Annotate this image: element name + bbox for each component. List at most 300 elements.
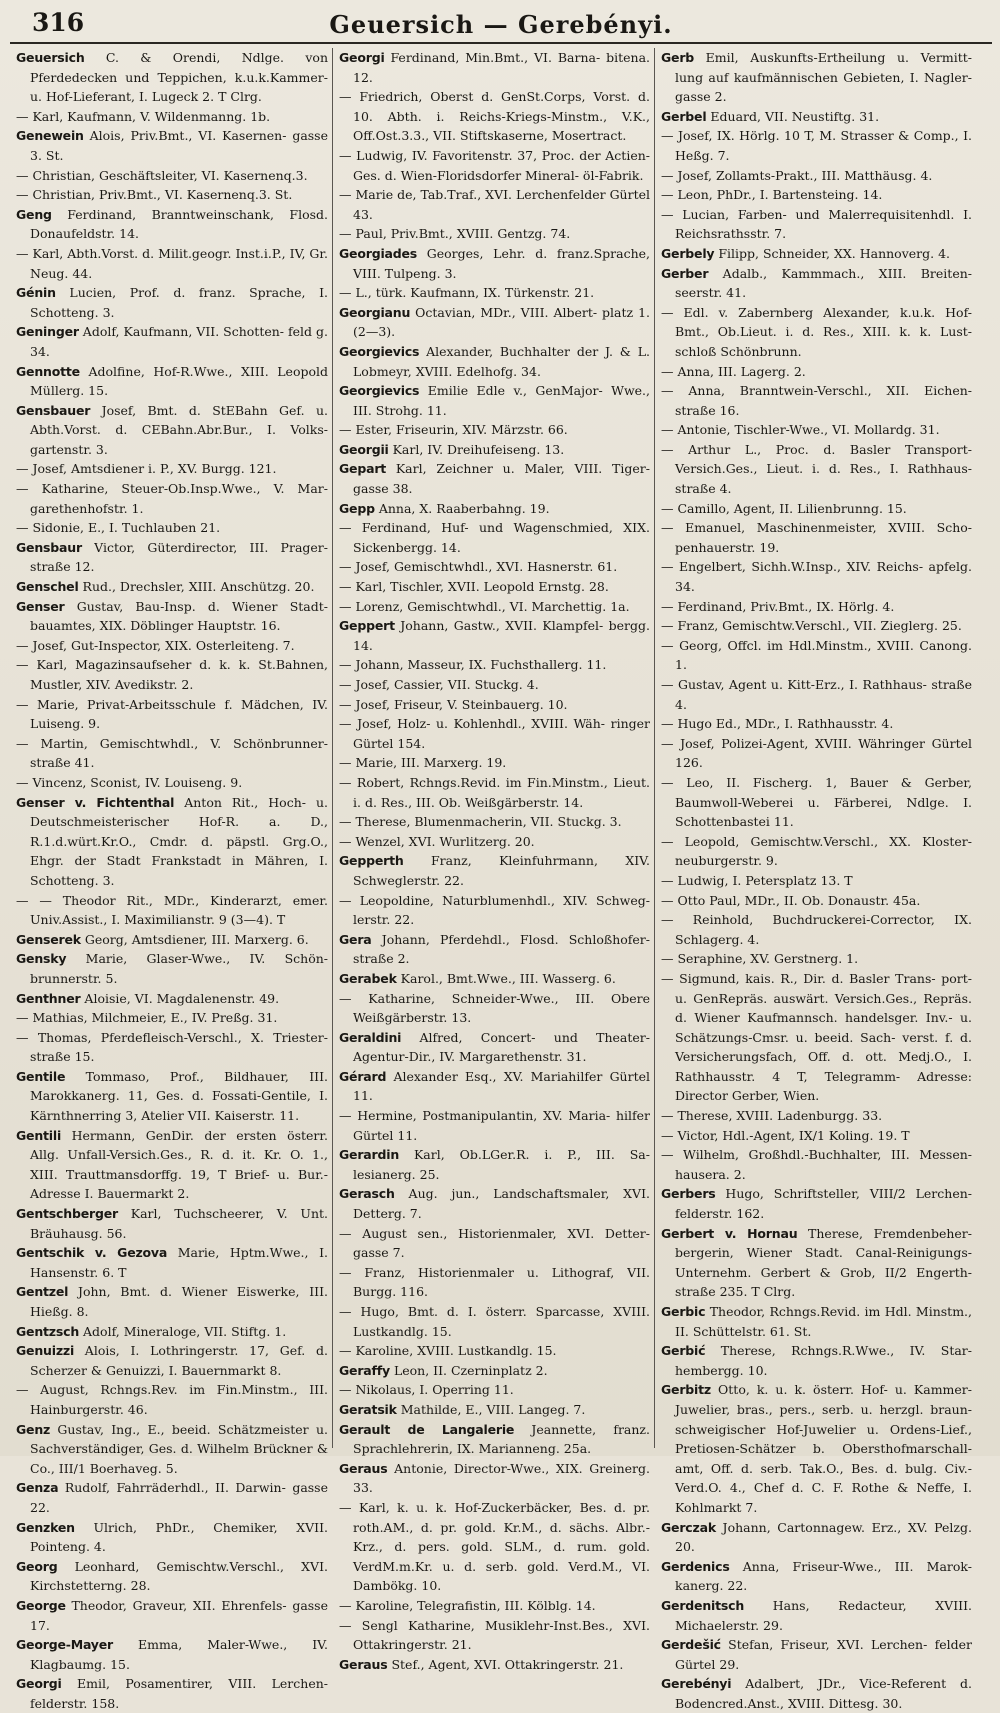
directory-entry [16,518,328,538]
entry-text: — Lorenz, Gemischtwhdl., VI. Marchettig. 1a. [339,598,630,614]
directory-entry [16,1341,328,1380]
entry-text: Ferdinand, Min.Bmt., VI. Barna- bitena. 12. [353,50,650,85]
entry-text: — Wilhelm, Großhdl.-Buchhalter, III. Messen- hausera. 2. [661,1147,972,1182]
directory-entry [661,557,972,596]
entry-surname: Gentzel [16,1284,69,1300]
entry-text: — Karl, Magazinsaufseher d. k. k. St.Bahnen, Mustler, XIV. Avedikstr. 2. [16,657,328,692]
entry-text: — Marie, III. Marxerg. 19. [339,755,507,771]
directory-entry [661,714,972,734]
directory-entry [661,244,972,264]
entry-surname: Gepart [339,461,387,477]
directory-entry [339,1341,650,1361]
directory-entry [16,734,328,773]
entry-surname: Gerardin [339,1147,400,1163]
directory-entry [339,499,650,519]
entry-text: Aloisie, VI. Magdalenenstr. 49. [80,990,280,1006]
directory-entry [339,832,650,852]
entry-surname: Georg [16,1558,58,1574]
entry-text: — Josef, Holz- u. Kohlenhdl., XVIII. Wäh- ringer Gürtel 154. [339,716,650,751]
entry-text: Aug. jun., Landschaftsmaler, XVI. Detterg. 7. [353,1186,650,1222]
entry-text: — August, Rchngs.Rev. im Fin.Minstm., III. Hainburgerstr. 46. [16,1382,328,1417]
directory-entry [661,518,972,557]
directory-entry [661,166,972,186]
directory-entry [661,1341,972,1380]
entry-text: Anna, Friseur-Wwe., III. Marok- kanerg. 22. [675,1558,972,1594]
directory-entry [16,1635,328,1674]
entry-text: — Sengl Katharine, Musiklehr-Inst.Bes., XVI. Ottakringerstr. 21. [339,1617,650,1653]
entry-text: — Marie, Privat-Arbeitsschule f. Mädchen, IV. Luiseng. 9. [16,696,328,732]
entry-surname: Geraus [339,1656,388,1672]
entry-text: — Josef, IX. Hörlg. 10 T, M. Strasser & Comp., I. Heßg. 7. [661,128,972,163]
entry-surname: Gennotte [16,363,80,379]
directory-entry [661,1126,972,1146]
directory-entry [661,185,972,205]
entry-text: — Karl, Tischler, XVII. Leopold Ernstg. 28. [339,579,609,595]
entry-text: — Seraphine, XV. Gerstnerg. 1. [661,951,859,967]
directory-entry [16,1596,328,1635]
directory-entry [339,714,650,753]
directory-entry [16,479,328,518]
directory-entry [16,166,328,186]
entry-text: — Arthur L., Proc. d. Basler Transport- Versich.Ges., Lieut. i. d. Res., I. Rathhaus- straße 4. [661,441,972,497]
directory-entry [339,518,650,557]
entry-text: — Anna, Branntwein-Verschl., XII. Eichen- straße 16. [661,383,972,418]
directory-entry [339,283,650,303]
directory-entry [339,381,650,420]
entry-text: Adolf, Mineraloge, VII. Stiftg. 1. [79,1323,287,1339]
directory-entry [16,48,328,107]
entry-text: — Engelbert, Sichh.W.Insp., XIV. Reichs- apfelg. 34. [661,559,972,595]
directory-entry [16,949,328,988]
entry-text: Theodor, Rchngs.Revid. im Hdl. Minstm., II. Schüttelstr. 61. St. [675,1304,972,1339]
entry-text: — L., türk. Kaufmann, IX. Türkenstr. 21. [339,285,595,301]
entry-surname: Georgianu [339,304,411,320]
entry-text: — Ester, Friseurin, XIV. Märzstr. 66. [339,422,568,438]
directory-entry [339,577,650,597]
directory-entry [661,48,972,107]
directory-entry [16,1067,328,1126]
directory-entry [661,597,972,617]
directory-entry [339,773,650,812]
entry-surname: Gerbić [661,1343,706,1359]
running-head: Geuersich — Gerebényi. [329,10,673,39]
entry-text: — Edl. v. Zabernberg Alexander, k.u.k. Hof- Bmt., Ob.Lieut. i. d. Res., XIII. k. k. Lust- schloß Schönbrunn. [661,304,972,359]
entry-text: Hugo, Schriftsteller, VIII/2 Lerchen- felderstr. 162. [675,1186,972,1222]
entry-text: — Ludwig, IV. Favoritenstr. 37, Proc. der Actien-Ges. d. Wien-Floridsdorfer Mineral- öl-Fabrik. [339,147,650,183]
directory-entry [339,675,650,695]
entry-text: Alois, Priv.Bmt., VI. Kasernen- gasse 3. St. [30,128,328,163]
directory-entry [661,420,972,440]
entry-text: Johann, Gastw., XVII. Klampfel- bergg. 14. [353,618,650,653]
entry-surname: Gérard [339,1068,387,1084]
directory-entry [661,616,972,636]
entry-surname: Georgii [339,441,389,457]
entry-surname: Geraffy [339,1362,390,1378]
entry-text: Gustav, Ing., E., beeid. Schätzmeister u. Sachverständiger, Ges. d. Wilhelm Brückner & Co., III/1 Boerhaveg. 5. [30,1421,328,1476]
entry-text: Georges, Lehr. d. franz.Sprache, VIII. Tulpeng. 3. [353,245,650,281]
entry-text: John, Bmt. d. Wiener Eiswerke, III. Hießg. 8. [30,1284,328,1319]
entry-text: — Therese, XVIII. Ladenburgg. 33. [661,1108,883,1124]
entry-text: C. & Orendi, Ndlge. von Pferdedecken und Teppichen, k.u.k.Kammer- u. Hof-Lieferant, I. Lugeck 2. T Clrg. [30,50,328,105]
entry-text: — Ferdinand, Huf- und Wagenschmied, XIX. Sickenbergg. 14. [339,520,650,555]
directory-entry [339,87,650,146]
directory-entry [661,303,972,362]
column-left [10,48,332,1711]
directory-entry [339,1420,650,1459]
entry-text: — Ludwig, I. Petersplatz 13. T [661,872,853,888]
entry-surname: Geninger [16,324,79,340]
directory-entry [339,146,650,185]
entry-text: Ulrich, PhDr., Chemiker, XVII. Pointeng. 4. [30,1519,328,1555]
entry-surname: Gerbitz [661,1382,711,1398]
entry-text: — Josef, Cassier, VII. Stuckg. 4. [339,677,539,692]
page-header [10,8,992,44]
directory-entry [661,205,972,244]
entry-text: — Johann, Masseur, IX. Fuchsthallerg. 11. [339,657,607,673]
entry-text: Marie, Glaser-Wwe., IV. Schön- brunnerstr. 5. [30,951,328,986]
directory-entry [16,1243,328,1282]
entry-text: Filipp, Schneider, XX. Hannoverg. 4. [714,245,951,261]
directory-entry [16,597,328,636]
entry-text: — Josef, Friseur, V. Steinbauerg. 10. [339,696,568,712]
entry-text: Emilie Edle v., GenMajor- Wwe., III. Strohg. 11. [353,383,650,418]
directory-entry [661,871,972,891]
directory-entry [339,891,650,930]
entry-text: Tommaso, Prof., Bildhauer, III. Marokkanerg. 11, Ges. d. Fossati-Gentile, I. Kärnthnerring 3, Atelier VII. Kaiserstr. 11. [30,1068,328,1124]
entry-text: — Franz, Historienmaler u. Lithograf, VII. Burgg. 116. [339,1264,650,1300]
entry-text: Hermann, GenDir. der ersten österr. Allg. Unfall-Versich.Ges., R. d. it. Kr. O. 1., XIII. Trauttmansdorffg. 19, T Brief- u. Bur.-Adresse I. Bauermarkt 2. [30,1127,328,1202]
directory-entry [16,1126,328,1204]
entry-text: — Gustav, Agent u. Kitt-Erz., I. Rathhaus- straße 4. [661,677,972,712]
entry-text: — Antonie, Tischler-Wwe., VI. Mollardg. 31. [661,422,940,438]
entry-surname: Georgi [16,1676,62,1692]
entry-surname: Gerbert v. Hornau [661,1225,798,1241]
directory-entry [661,381,972,420]
entry-surname: Gensbaur [16,539,82,555]
directory-entry [16,930,328,950]
entry-text: — Christian, Geschäftsleiter, VI. Kasernenq.3. [16,167,308,183]
directory-entry [339,440,650,460]
directory-entry [16,577,328,597]
entry-text: Leon, II. Czerninplatz 2. [389,1362,548,1378]
directory-entry [16,1380,328,1419]
column-right [654,48,976,1711]
entry-text: Karl, Tuchscheerer, V. Unt. Bräuhausg. 56. [30,1206,328,1241]
directory-entry [339,1184,650,1223]
entry-surname: Geraus [339,1460,388,1476]
directory-entry [339,1263,650,1302]
entry-text: Mathilde, E., VIII. Langeg. 7. [396,1401,586,1417]
entry-surname: Georgiades [339,245,418,261]
directory-entry [16,695,328,734]
entry-text: Adolf, Kaufmann, VII. Schotten- feld g. 34. [30,324,328,359]
entry-text: — Sigmund, kais. R., Dir. d. Basler Trans- port- u. GenRepräs. auswärt. Versich.Ges., Repräs. d. Wiener Kaufmannsch. handelsger. Inv.- u. Schätzungs-Cmsr. u. beeid. Sach- verst. f. d. Versicherungsfach, Off. d. ott. Medj.O., I. Rathhausstr. 4 T, Telegramm- Adresse: Director Gerber, Wien. [661,970,972,1104]
directory-entry [339,1145,650,1184]
entry-surname: Genser v. Fichtenthal [16,794,175,810]
entry-text: — — Theodor Rit., MDr., Kinderarzt, emer. Univ.Assist., I. Maximilianstr. 9 (3—4). T [16,892,328,928]
directory-entry [339,303,650,342]
entry-surname: Geratsik [339,1401,397,1417]
entry-text: Gustav, Bau-Insp. d. Wiener Stadt- bauamtes, XIX. Döblinger Hauptstr. 16. [30,598,328,634]
directory-entry [339,1459,650,1498]
entry-text: — Camillo, Agent, II. Lilienbrunng. 15. [661,500,907,516]
directory-entry [661,1145,972,1184]
page-number: 316 [32,8,85,37]
directory-entry [661,949,972,969]
entry-surname: Genewein [16,128,84,144]
entry-surname: Georgievics [339,383,420,399]
directory-entry [661,362,972,382]
directory-entry [339,969,650,989]
directory-entry [339,930,650,969]
directory-entry [339,48,650,87]
directory-entry [16,655,328,694]
directory-entry [339,1361,650,1381]
directory-entry [16,1028,328,1067]
entry-text: — Leopold, Gemischtw.Verschl., XX. Kloster- neuburgerstr. 9. [661,833,972,869]
directory-entry [339,1302,650,1341]
directory-entry [661,1380,972,1517]
entry-surname: Gerbic [661,1304,706,1319]
entry-text: — Hermine, Postmanipulantin, XV. Maria- hilfer Gürtel 11. [339,1108,650,1143]
directory-entry [339,812,650,832]
directory-entry [661,1518,972,1557]
entry-surname: Gerdešić [661,1637,721,1653]
directory-entry [16,185,328,205]
entry-surname: Gerbers [661,1186,716,1202]
entry-surname: Gerczak [661,1519,716,1535]
directory-entry [339,224,650,244]
directory-entry [339,753,650,773]
entry-text: — Lucian, Farben- und Malerrequisitenhdl. I. Reichsrathsstr. 7. [661,206,972,242]
directory-entry [339,1224,650,1263]
entry-text: — Katharine, Schneider-Wwe., III. Obere Weißgärberstr. 13. [339,990,650,1026]
entry-surname: Gentzsch [16,1323,80,1339]
entry-text: Adalbert, JDr., Vice-Referent d. Bodencred.Anst., XVIII. Dittesg. 30. [675,1676,972,1711]
entry-text: Stefan, Friseur, XVI. Lerchen- felder Gürtel 29. [675,1637,972,1672]
entry-surname: Genserek [16,931,81,947]
entry-text: — Josef, Polizei-Agent, XVIII. Währinger Gürtel 126. [661,735,972,771]
entry-surname: Gepperth [339,853,404,869]
entry-surname: Genser [16,598,65,614]
entry-text: Emil, Posamentirer, VIII. Lerchen- felderstr. 158. [30,1676,328,1711]
entry-text: Therese, Rchngs.R.Wwe., IV. Star- hembergg. 10. [675,1343,972,1378]
entry-text: — Karl, Abth.Vorst. d. Milit.geogr. Inst.i.P., IV, Gr. Neug. 44. [16,245,328,281]
directory-entry [661,1557,972,1596]
entry-text: Josef, Bmt. d. StEBahn Gef. u. Abth.Vorst. d. CEBahn.Abr.Bur., I. Volks- gartenstr. 3. [30,402,328,457]
entry-surname: Gerabek [339,970,397,986]
entry-text: Karl, IV. Dreihufeiseng. 13. [388,441,565,457]
entry-text: — Martin, Gemischtwhdl., V. Schönbrunner- straße 41. [16,735,328,771]
entry-text: — Hugo Ed., MDr., I. Rathhausstr. 4. [661,716,894,732]
directory-entry [339,1498,650,1596]
directory-entry [661,1106,972,1126]
entry-surname: Gerdenics [661,1558,730,1574]
entry-text: — Reinhold, Buchdruckerei-Corrector, IX. Schlagerg. 4. [661,912,972,947]
entry-surname: Geng [16,206,52,222]
entry-text: — Wenzel, XVI. Wurlitzerg. 20. [339,833,535,849]
entry-text: Johann, Cartonnagew. Erz., XV. Pelzg. 20. [675,1519,972,1555]
entry-text: Stef., Agent, XVI. Ottakringerstr. 21. [387,1656,624,1672]
directory-entry [339,1028,650,1067]
entry-text: — Karoline, XVIII. Lustkandlg. 15. [339,1343,557,1359]
directory-entry [16,538,328,577]
entry-surname: Gerdenitsch [661,1597,745,1613]
entry-text: Alexander Esq., XV. Mariahilfer Gürtel 11. [353,1068,650,1104]
entry-text: Karl, Zeichner u. Maler, VIII. Tiger- gasse 38. [353,461,650,497]
directory-entry [339,1106,650,1145]
entry-text: Alexander, Buchhalter der J. & L. Lobmeyr, XVIII. Edelhofg. 34. [353,343,650,379]
directory-entry [16,773,328,793]
directory-entry [16,1282,328,1321]
directory-entry [339,989,650,1028]
entry-surname: Gensky [16,951,67,967]
entry-text: Octavian, MDr., VIII. Albert- platz 1. (2—3). [353,304,650,340]
entry-text: Emil, Auskunfts-Ertheilung u. Vermitt- lung auf kaufmännischen Gebieten, I. Nagler- gasse 2. [675,50,972,105]
entry-text: — Karl, Kaufmann, V. Wildenmanng. 1b. [16,108,271,124]
entry-text: Victor, Güterdirector, III. Prager- straße 12. [30,539,328,575]
directory-entry [16,362,328,401]
directory-entry [661,1674,972,1713]
entry-text: Emma, Maler-Wwe., IV. Klagbaumg. 15. [30,1637,328,1672]
entry-surname: Gentili [16,1127,62,1143]
entry-text: Anna, X. Raaberbahng. 19. [374,500,550,516]
entry-surname: Genz [16,1421,51,1437]
entry-text: Georg, Amtsdiener, III. Marxerg. 6. [80,931,309,947]
entry-surname: Gerasch [339,1186,395,1202]
entry-surname: Gensbauer [16,402,91,418]
directory-entry [16,1557,328,1596]
directory-entry [16,459,328,479]
entry-text: — Leopoldine, Naturblumenhdl., XIV. Schweg- lerstr. 22. [339,892,650,928]
directory-entry [339,1067,650,1106]
directory-entry [661,832,972,871]
entry-text: Lucien, Prof. d. franz. Sprache, I. Schotteng. 3. [30,285,328,320]
directory-entry [661,1596,972,1635]
directory-entry [661,264,972,303]
entry-text: Jeannette, franz. Sprachlehrerin, IX. Marianneng. 25a. [353,1421,650,1457]
entry-text: Karl, Ob.LGer.R. i. P., III. Sa- lesianerg. 25. [353,1147,650,1182]
entry-text: — Vincenz, Sconist, IV. Louiseng. 9. [16,774,243,790]
directory-entry [661,636,972,675]
directory-entry [661,1635,972,1674]
entry-text: Marie, Hptm.Wwe., I. Hansenstr. 6. T [30,1245,328,1280]
entry-text: — Karoline, Telegrafistin, III. Kölblg. 14. [339,1597,596,1613]
directory-entry [16,891,328,930]
directory-entry [339,1616,650,1655]
directory-entry [661,440,972,499]
entry-surname: Geuersich [16,50,85,65]
entry-surname: Gentschik v. Gezova [16,1245,168,1261]
entry-text: — Nikolaus, I. Operring 11. [339,1382,514,1398]
entry-surname: Gerb [661,50,695,65]
entry-surname: Genza [16,1480,59,1496]
directory-entry [16,107,328,127]
columns [10,48,992,1711]
entry-surname: Genschel [16,579,79,595]
directory-entry [16,989,328,1009]
entry-text: — Friedrich, Oberst d. GenSt.Corps, Vorst. d. 10. Abth. i. Reichs-Kriegs-Minstm., V.K., Off.Ost.3.3., VII. Stiftskaserne, Mosertract. [339,89,650,144]
directory-entry [16,1420,328,1479]
entry-text: — Karl, k. u. k. Hof-Zuckerbäcker, Bes. d. pr. roth.AM., d. pr. gold. Kr.M., d. sächs. Albr.- Krz., d. pers. gold. SLM., d. rum. gold. VerdM.m.Kr. u. d. serb. gold. Verd.M., VI. Dambökg. 10. [339,1499,650,1594]
directory-entry [339,557,650,577]
entry-text: — Marie de, Tab.Traf., XVI. Lerchenfelder Gürtel 43. [339,187,650,222]
entry-text: — Otto Paul, MDr., II. Ob. Donaustr. 45a. [661,892,921,908]
directory-entry [339,851,650,890]
directory-entry [661,675,972,714]
entry-text: Rudolf, Fahrräderhdl., II. Darwin- gasse 22. [30,1480,328,1515]
directory-entry [16,322,328,361]
entry-surname: Genzken [16,1519,75,1535]
entry-surname: Georgi [339,50,385,65]
directory-entry [16,244,328,283]
entry-surname: Geraldini [339,1029,402,1045]
directory-entry [339,1596,650,1616]
directory-entry [661,1184,972,1223]
entry-surname: George-Mayer [16,1637,113,1653]
entry-text: Antonie, Director-Wwe., XIX. Greinerg. 33. [353,1460,650,1496]
directory-entry [661,107,972,127]
entry-surname: Gera [339,931,372,947]
entry-text: Franz, Kleinfuhrmann, XIV. Schweglerstr. 22. [353,853,650,888]
entry-text: — Sidonie, E., I. Tuchlauben 21. [16,520,221,536]
entry-text: Theodor, Graveur, XII. Ehrenfels- gasse 17. [30,1597,328,1633]
entry-text: Anton Rit., Hoch- u. Deutschmeisterischer Hof-R. a. D., R.1.d.würt.Kr.O., Cmdr. d. päpstl. Grg.O., Ehgr. der Stadt Frankstadt in Mähren, I. Schotteng. 3. [30,794,328,888]
entry-surname: Gerbely [661,245,715,261]
entry-text: — Katharine, Steuer-Ob.Insp.Wwe., V. Mar- garethenhofstr. 1. [16,481,328,516]
directory-entry [339,459,650,498]
entry-text: — Josef, Amtsdiener i. P., XV. Burgg. 121. [16,461,277,477]
directory-entry [661,969,972,1106]
entry-text: — Georg, Offcl. im Hdl.Minstm., XVIII. Canong. 1. [661,637,972,673]
entry-text: — Franz, Gemischtw.Verschl., VII. Zieglerg. 25. [661,618,962,634]
directory-entry [661,910,972,949]
entry-text: Otto, k. u. k. österr. Hof- u. Kammer- Juwelier, bras., pers., serb. u. herzgl. braun- schweigischer Hof-Juwelier u. Ordens-Lief., Pretiosen-Schätzer b. Obersthofmarschall- amt, Off. d. serb. Tak.O., Bes. d. bulg. Civ.- Verd.O. 4., Chef d. C. F. Rothe & Neffe, I. Kohlmarkt 7. [675,1382,972,1515]
entry-text: — Anna, III. Lagerg. 2. [661,363,806,379]
entry-surname: Gerault de Langalerie [339,1421,515,1437]
column-middle [332,48,654,1672]
entry-surname: Génin [16,285,56,301]
entry-text: — Thomas, Pferdefleisch-Verschl., X. Triester- straße 15. [16,1029,328,1065]
entry-text: — Christian, Priv.Bmt., VI. Kasernenq.3. St. [16,187,293,203]
directory-entry [16,126,328,165]
entry-text: — Robert, Rchngs.Revid. im Fin.Minstm., Lieut. i. d. Res., III. Ob. Weißgärberstr. 14. [339,774,650,810]
entry-text: Leonhard, Gemischtw.Verschl., XVI. Kirchstetterng. 28. [30,1558,328,1594]
entry-surname: Gepp [339,500,375,516]
directory-entry [16,283,328,322]
entry-surname: George [16,1597,66,1613]
entry-text: Rud., Drechsler, XIII. Anschützg. 20. [78,579,315,595]
entry-text: Alois, I. Lothringerstr. 17, Gef. d. Scherzer & Genuizzi, I. Bauernmarkt 8. [30,1343,328,1378]
entry-text: Eduard, VII. Neustiftg. 31. [706,108,880,124]
directory-entry [661,126,972,165]
entry-text: Ferdinand, Branntweinschank, Flosd. Donaufeldstr. 14. [30,206,328,242]
directory-entry [339,597,650,617]
entry-text: Therese, Fremdenbeher- bergerin, Wiener Stadt. Canal-Reinigungs- Unternehm. Gerbert & Grob, II/2 Engerth- straße 235. T Clrg. [675,1225,972,1300]
entry-surname: Georgievics [339,343,420,359]
entry-surname: Geppert [339,618,395,634]
directory-entry [339,1380,650,1400]
entry-text: Alfred, Concert- und Theater- Agentur-Dir., IV. Margarethenstr. 31. [353,1029,650,1065]
entry-text: — Emanuel, Maschinenmeister, XVIII. Scho- penhauerstr. 19. [661,520,972,555]
directory-entry [16,1518,328,1557]
entry-text: — Therese, Blumenmacherin, VII. Stuckg. 3. [339,814,622,830]
directory-entry [16,793,328,891]
directory-entry [339,185,650,224]
directory-entry [339,342,650,381]
directory-entry [16,1322,328,1342]
entry-surname: Genuizzi [16,1343,75,1359]
